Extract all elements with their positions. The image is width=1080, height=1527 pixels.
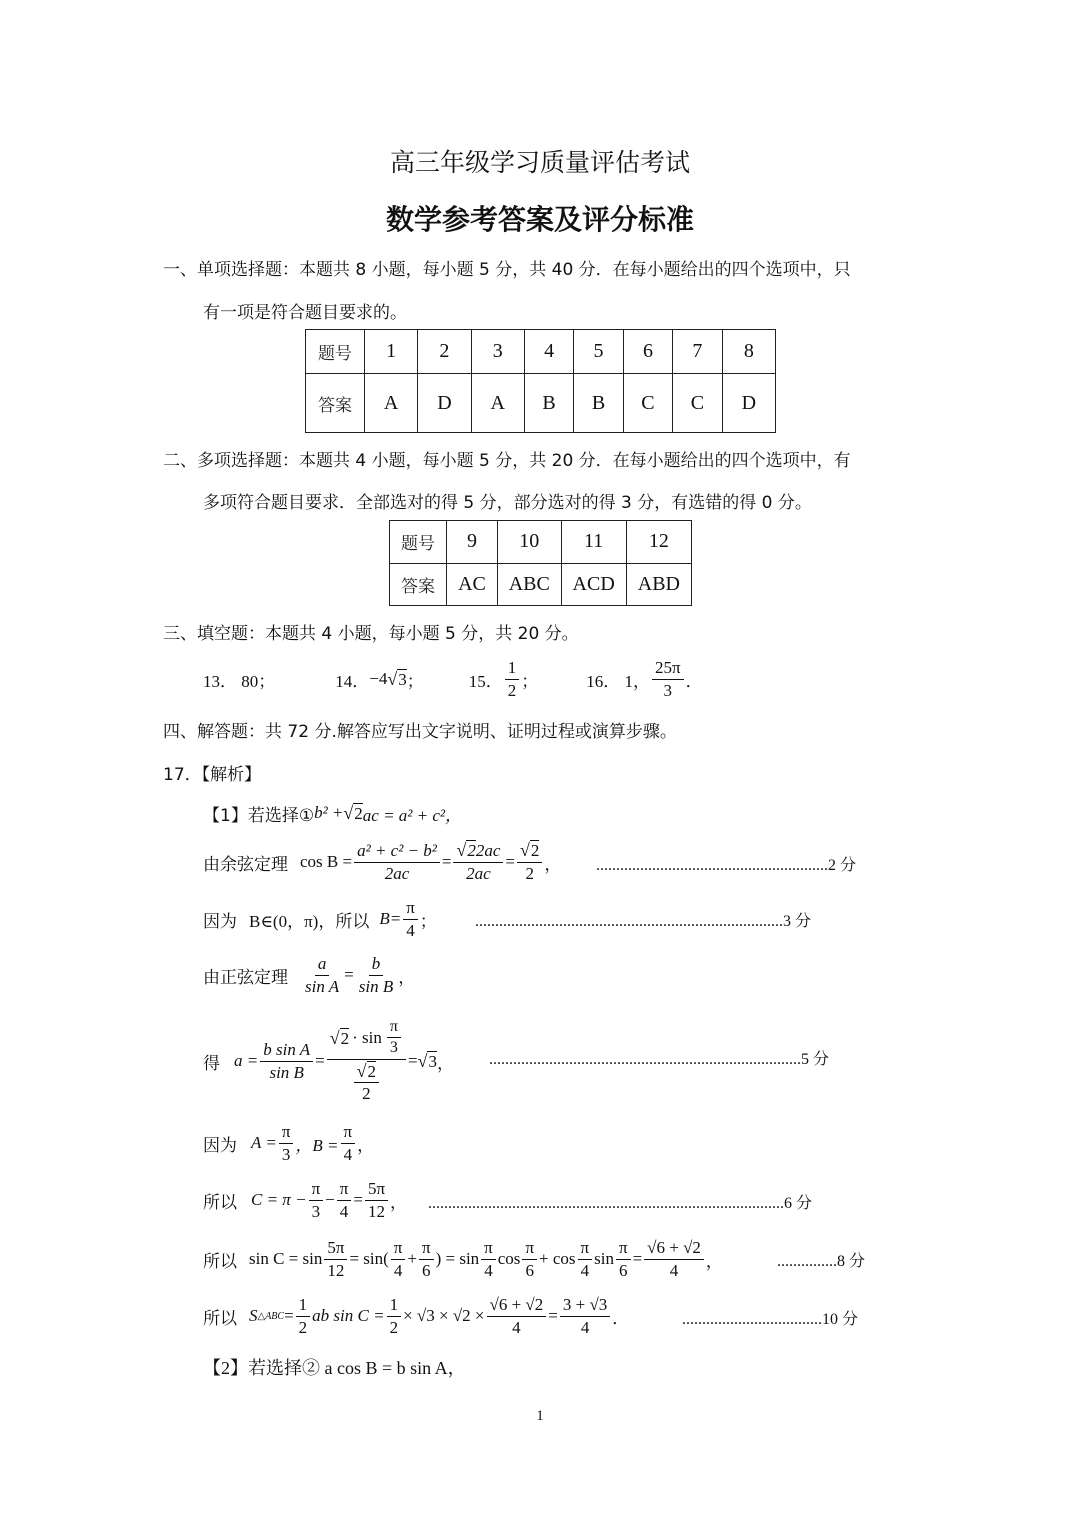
a-result-rad: 3	[428, 1051, 437, 1071]
angle-a-den: 3	[281, 1144, 291, 1164]
page-title: 高三年级学习质量评估考试	[389, 148, 690, 177]
angle-a-frac	[279, 1122, 294, 1164]
sin-c-line	[203, 1235, 723, 1283]
sinc-frac-1-num: 5π	[324, 1238, 347, 1260]
q16-num: 25π	[652, 658, 684, 680]
because-label: 因为	[203, 911, 237, 932]
a-eq: a =	[234, 1051, 259, 1070]
area-frac-4	[560, 1295, 610, 1337]
q15-label: 15．	[468, 671, 503, 691]
sinc-frac-5-num: π	[522, 1238, 537, 1260]
table1-num: 2	[418, 330, 471, 374]
b-frac	[403, 898, 418, 940]
sinc-frac-5-den: 6	[525, 1260, 534, 1280]
area-b: × √3 × √2 ×	[403, 1306, 485, 1325]
table1-num: 7	[673, 330, 722, 374]
area-frac-2-num: 1	[387, 1295, 402, 1317]
so2-label: 所以	[203, 1251, 237, 1272]
table2-answer: ABD	[626, 563, 691, 606]
table1-answer: D	[722, 374, 775, 433]
a-frac-2-rad: 2	[340, 1028, 350, 1048]
table2-answer: AC	[447, 563, 498, 606]
a-frac-2-den-num: 2	[367, 1061, 377, 1081]
table2-answer: ACD	[561, 563, 626, 606]
table2-header-q: 题号	[390, 521, 447, 564]
q16-fraction	[652, 658, 684, 700]
q15-end: ；	[521, 671, 539, 691]
cosine-frac-2-num: 2ac	[475, 841, 501, 861]
sine-frac-2-num: b	[369, 954, 384, 976]
a-frac-1-num: b sin A	[260, 1040, 313, 1062]
area-line	[203, 1292, 629, 1340]
angle-a-num: π	[279, 1122, 294, 1144]
a-frac-2: √ 2 · sin $\frac{\pi}{3}$ $\frac{√2}{2}$	[327, 1018, 406, 1104]
sine-frac-1-den: sin A	[305, 976, 340, 996]
q14-radicand: 3	[398, 669, 407, 689]
q14-end: ；	[406, 671, 424, 691]
b-end: ；	[419, 911, 437, 931]
sinc-frac-7-den: 6	[619, 1260, 628, 1280]
sine-end: ，	[398, 967, 416, 987]
table2-num: 10	[498, 521, 562, 564]
sinc-frac-1-den: 12	[327, 1260, 345, 1280]
section2-line2: 多项符合题目要求．全部选对的得 5 分，部分选对的得 3 分，有选错的得 0 分。	[203, 493, 812, 513]
page-subtitle: 数学参考答案及评分标准	[385, 203, 694, 236]
c-end: ，	[390, 1192, 408, 1212]
c-frac-2-num: π	[337, 1179, 352, 1201]
sinc-c: ) = sin	[435, 1249, 480, 1268]
area-frac-1-den: 2	[298, 1317, 308, 1337]
angle-b2-frac	[341, 1122, 356, 1164]
table1-answer: A	[471, 374, 524, 433]
sinc-frac-7-num: π	[616, 1238, 631, 1260]
because-expr: B∈(0，π)，所以	[249, 911, 370, 931]
table1-answer: C	[673, 374, 722, 433]
table2-num: 12	[626, 521, 691, 564]
a-frac-2-pi: π	[387, 1018, 401, 1038]
score-2: ..........................................................2 分	[596, 857, 857, 874]
sinc-frac-6	[578, 1238, 593, 1280]
c-frac-2	[337, 1179, 352, 1221]
sinc-frac-3-num: π	[419, 1238, 434, 1260]
sinc-frac-7	[616, 1238, 631, 1280]
sinc-frac-3	[419, 1238, 434, 1280]
q13-answer: 13． 80；	[203, 671, 276, 691]
c-frac-2-den: 4	[339, 1201, 349, 1221]
a-frac-2-sin: · sin	[352, 1028, 382, 1048]
section1-line2: 有一项是符合题目要求的。	[203, 303, 407, 323]
sinc-result-num: √6 + √2	[644, 1238, 704, 1260]
section3-line1: 三、填空题：本题共 4 小题，每小题 5 分，共 20 分。	[163, 624, 579, 644]
answer-table-2	[389, 520, 692, 606]
part1-eq-a: b² +	[314, 803, 344, 822]
b-eq: B=	[379, 909, 402, 928]
q16-label: 16． 1，	[586, 671, 650, 691]
area-subscript: △ABC	[257, 1310, 285, 1322]
score-10: ...................................10 分	[682, 1311, 859, 1328]
sine-law-line: 由正弦定理 $\frac{a}{\text{sin A}}$ = $\frac{b}{\text{sin B}}$ ，	[203, 953, 416, 996]
cosine-frac-1-den: 2ac	[384, 863, 410, 883]
area-frac-4-num: 3 + √3	[560, 1295, 610, 1317]
c-minus: −	[325, 1190, 335, 1209]
area-frac-2	[387, 1295, 402, 1337]
part1-eq-b: 2	[354, 803, 363, 823]
a-frac-2-den-den: 2	[362, 1084, 371, 1104]
get-label: 得	[203, 1053, 220, 1074]
sinc-frac-2-num: π	[391, 1238, 406, 1260]
sinc-result	[644, 1238, 704, 1280]
table1-num: 5	[574, 330, 623, 374]
sinc-frac-2	[391, 1238, 406, 1280]
sine-frac-1-num: a	[315, 954, 330, 976]
table1-num: 8	[722, 330, 775, 374]
angle-b2-num: π	[341, 1122, 356, 1144]
q14-label: 14．	[335, 671, 370, 691]
sinc-frac-1	[324, 1238, 347, 1280]
sine-frac-2	[356, 954, 396, 996]
sinc-g: =	[632, 1249, 643, 1268]
table1-answer: B	[574, 374, 623, 433]
sinc-end: ，	[705, 1251, 723, 1271]
cosine-frac-1	[354, 841, 440, 883]
a-frac-1	[260, 1040, 313, 1082]
area-frac-2-den: 2	[389, 1317, 399, 1337]
area-c: =	[548, 1306, 558, 1325]
c-frac-3-den: 12	[367, 1201, 385, 1221]
table1-header-a: 答案	[306, 374, 365, 433]
score-5: ..............................................................................5 分	[489, 1051, 830, 1068]
cosine-frac-2-den: 2ac	[466, 864, 491, 884]
sine-frac-2-den: sin B	[358, 976, 394, 996]
section4-line1: 四、解答题：共 72 分.解答应写出文字说明、证明过程或演算步骤。	[163, 722, 677, 742]
area-end: ．	[612, 1308, 630, 1328]
c-frac-3-num: 5π	[365, 1179, 388, 1201]
a-frac-1-den: sin B	[269, 1062, 304, 1082]
sine-label: 由正弦定理	[203, 967, 288, 988]
angles-line	[203, 1120, 374, 1166]
area-frac-3-num: √6 + √2	[487, 1295, 547, 1317]
table2-header-a: 答案	[390, 563, 447, 606]
area-frac-1-num: 1	[296, 1295, 311, 1317]
section2-line1: 二、多项选择题：本题共 4 小题，每小题 5 分，共 20 分．在每小题给出的四个选项中，有	[163, 451, 851, 471]
area-a: ab sin C =	[312, 1306, 385, 1325]
c-frac-1-den: 3	[311, 1201, 321, 1221]
b-frac-num: π	[403, 898, 418, 920]
table2-num: 11	[561, 521, 626, 564]
sinc-e: + cos	[539, 1249, 576, 1268]
fill-in-answers: 13． 80； 14． −4 √ 3 ； 15． $\frac{1}{2}$ ； 16． 1， $\frac{25\pi}{3}$ ．	[203, 657, 703, 700]
a-frac-2-three: 3	[389, 1039, 398, 1057]
c-equals: =	[353, 1190, 363, 1209]
cosine-label: 由余弦定理	[203, 854, 288, 875]
section1-line1: 一、单项选择题：本题共 8 小题，每小题 5 分，共 40 分．在每小题给出的四个选项中，只	[163, 260, 851, 280]
sinc-frac-6-num: π	[578, 1238, 593, 1260]
q14-coef: −4	[369, 669, 388, 688]
angle-b-line	[203, 896, 437, 942]
part1-line: 【1】若选择① b² + √ 2 ac = a² + c²，	[203, 802, 463, 826]
q16-end: ．	[685, 671, 703, 691]
so1-label: 所以	[203, 1192, 237, 1213]
part1-eq-c: ac = a² + c²，	[362, 805, 463, 825]
sinc-frac-6-den: 4	[580, 1260, 590, 1280]
sine-frac-1	[302, 954, 342, 996]
area-frac-3	[487, 1295, 547, 1337]
table1-num: 6	[623, 330, 672, 374]
table1-header-q: 题号	[306, 330, 365, 374]
table1-num: 4	[524, 330, 573, 374]
angle-c-line	[203, 1177, 407, 1223]
sinc-frac-5	[522, 1238, 537, 1280]
angle-a-eq: A =	[251, 1133, 277, 1152]
page-number: 1	[536, 1408, 544, 1424]
table2-answer: ABC	[498, 563, 562, 606]
angle-b2-den: 4	[343, 1144, 353, 1164]
q15-fraction	[505, 658, 520, 700]
angle-b2-end: ，	[357, 1135, 375, 1155]
sinc-d: cos	[497, 1249, 521, 1268]
so3-label: 所以	[203, 1308, 237, 1329]
q15-den: 2	[507, 680, 517, 700]
c-eq: C = π −	[251, 1190, 307, 1209]
sinc-plus: +	[407, 1249, 417, 1268]
area-frac-3-den: 4	[512, 1317, 521, 1337]
sinc-f: sin	[594, 1249, 614, 1268]
c-frac-1	[309, 1179, 324, 1221]
part1-label: 【1】若选择①	[203, 805, 315, 826]
cosine-frac-1-num: a² + c² − b²	[354, 841, 440, 863]
area-s: S	[249, 1306, 258, 1325]
table1-num: 1	[365, 330, 418, 374]
q15-num: 1	[505, 658, 520, 680]
a-result-eq: =	[407, 1051, 418, 1070]
score-8: ...............8 分	[777, 1253, 866, 1270]
a-end: ，	[436, 1053, 454, 1073]
sinc-frac-4-num: π	[481, 1238, 496, 1260]
sinc-frac-3-den: 6	[422, 1260, 431, 1280]
sinc-frac-2-den: 4	[393, 1260, 403, 1280]
table1-answer: C	[623, 374, 672, 433]
sinc-b: = sin(	[349, 1249, 389, 1268]
sinc-frac-4-den: 4	[484, 1260, 493, 1280]
q16-den: 3	[663, 680, 673, 700]
b-frac-den: 4	[406, 920, 415, 940]
table1-answer: D	[418, 374, 471, 433]
cosine-frac-2: $\frac{√22ac}{2ac}$	[453, 840, 503, 883]
table1-answer: A	[365, 374, 418, 433]
part2-line: 【2】若选择② a cos B = b sin A，	[203, 1358, 466, 1378]
because2-label: 因为	[203, 1135, 237, 1156]
area-eq: =	[284, 1306, 294, 1325]
angle-b2-eq: ，B =	[295, 1135, 339, 1155]
answer-table-1	[305, 329, 776, 433]
c-frac-1-num: π	[309, 1179, 324, 1201]
table1-answer: B	[524, 374, 573, 433]
score-3: .............................................................................3 分	[475, 913, 812, 930]
sinc-a: sin C = sin	[249, 1249, 323, 1268]
score-6: .........................................................................................6 分	[428, 1195, 813, 1212]
sinc-frac-4	[481, 1238, 496, 1280]
cosine-law-line: 由余弦定理 cos B = $\frac{\text{a² + c² − b²}}{2ac}$ = $\frac{√22ac}{2ac}$ = $\frac{√2}{2}$ ，	[203, 840, 562, 884]
c-frac-3	[365, 1179, 388, 1221]
cosine-frac-3: $\frac{√2}{2}$	[517, 840, 542, 883]
cosine-frac-3-den: 2	[525, 864, 534, 884]
table1-num: 3	[471, 330, 524, 374]
table2-num: 9	[447, 521, 498, 564]
area-frac-4-den: 4	[580, 1317, 590, 1337]
cosine-frac-3-num: 2	[530, 841, 540, 861]
side-a-line: 得 a = $\frac{\text{b sin A}}{\text{sin B}}$ = √ 2 · sin $\frac{\pi}{3}$ $\frac{√2}{2}$ = √ 3 ，	[203, 1017, 454, 1104]
cosine-lhs: cos B =	[300, 852, 353, 871]
cosine-end: ，	[544, 854, 562, 874]
area-frac-1	[296, 1295, 311, 1337]
sinc-result-den: 4	[669, 1260, 679, 1280]
q17-label: 17．【解析】	[163, 765, 262, 785]
